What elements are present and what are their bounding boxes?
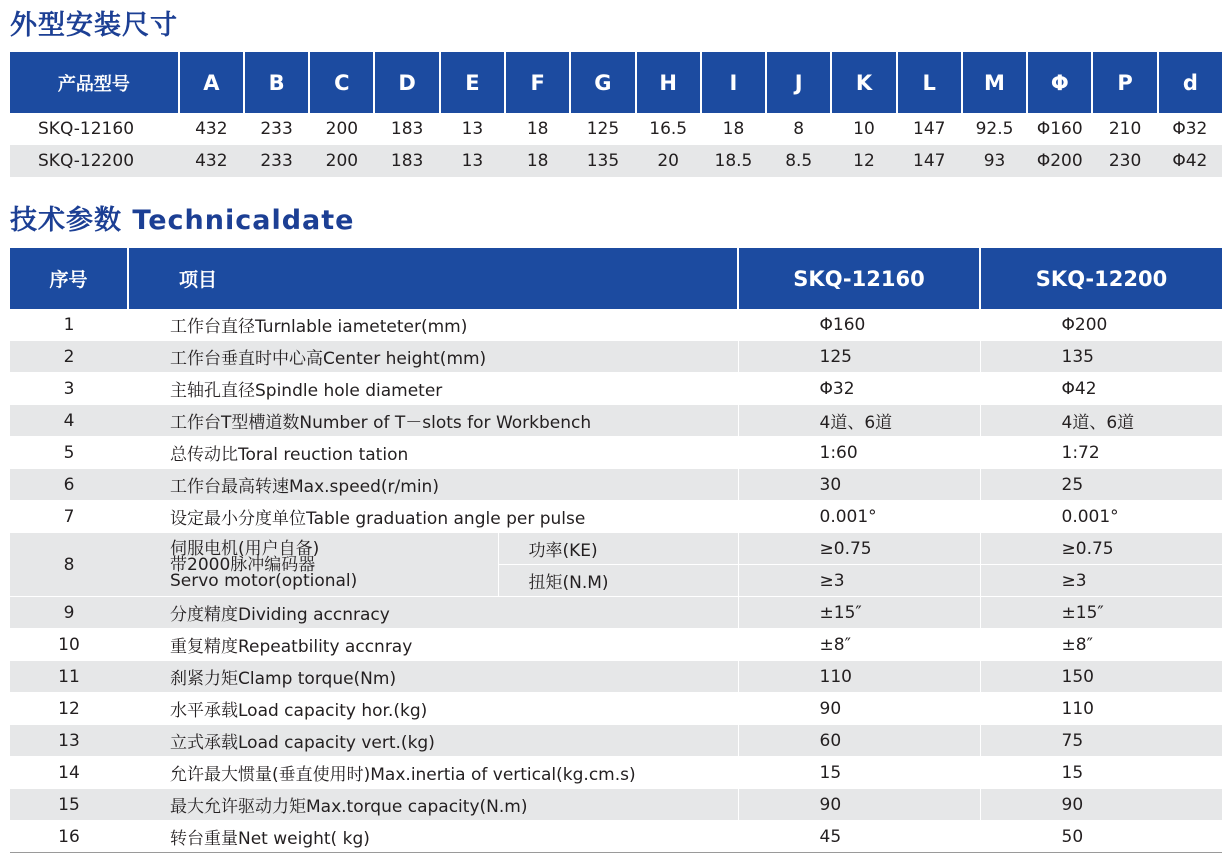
- cell: 18.5: [701, 145, 766, 177]
- header-d: D: [374, 52, 439, 113]
- row-number: 11: [10, 661, 128, 693]
- row-value-2: 75: [980, 725, 1222, 757]
- row-item: 分度精度Dividing accnracy: [128, 597, 738, 629]
- header-model1: SKQ-12160: [738, 248, 980, 309]
- row-number: 12: [10, 693, 128, 725]
- row-item: 主轴孔直径Spindle hole diameter: [128, 373, 738, 405]
- header-item: 项目: [128, 248, 738, 309]
- servo-row-power: [10, 533, 1222, 565]
- servo-line-3: Servo motor(optional): [170, 570, 358, 591]
- row-value-2: 15: [980, 757, 1222, 789]
- header-g: G: [570, 52, 635, 113]
- cell: 233: [244, 145, 309, 177]
- servo-torque-value-1: ≥3: [738, 565, 980, 597]
- table-row: [10, 469, 1222, 501]
- servo-power-label: 功率(KE): [498, 533, 738, 565]
- dimensions-header-row: [10, 52, 1222, 113]
- header-b: B: [244, 52, 309, 113]
- row-value-1: 45: [738, 821, 980, 853]
- row-value-1: 0.001°: [738, 501, 980, 533]
- row-item: 工作台直径Turnlable iameteter(mm): [128, 309, 738, 341]
- row-value-1: 1:60: [738, 437, 980, 469]
- row-value-2: ±15″: [980, 597, 1222, 629]
- table-row: [10, 821, 1222, 853]
- cell: 13: [440, 145, 505, 177]
- cell: 432: [179, 145, 244, 177]
- row-value-2: Φ42: [980, 373, 1222, 405]
- cell: 93: [962, 145, 1027, 177]
- table-row: [10, 693, 1222, 725]
- cell: 12: [831, 145, 896, 177]
- header-k: K: [831, 52, 896, 113]
- row-item: 刹紧力矩Clamp torque(Nm): [128, 661, 738, 693]
- row-number: 4: [10, 405, 128, 437]
- cell: Φ200: [1027, 145, 1092, 177]
- row-number: 2: [10, 341, 128, 373]
- table-row: [10, 437, 1222, 469]
- row-value-1: 60: [738, 725, 980, 757]
- row-item: 立式承载Load capacity vert.(kg): [128, 725, 738, 757]
- row-value-2: 110: [980, 693, 1222, 725]
- row-value-2: ±8″: [980, 629, 1222, 661]
- servo-line-1: 伺服电机(用户自备): [170, 538, 320, 559]
- row-item: 允许最大惯量(垂直使用时)Max.inertia of vertical(kg.cm.s): [128, 757, 738, 789]
- cell: 147: [897, 145, 962, 177]
- cell: Φ160: [1036, 119, 1083, 139]
- cell: SKQ-12160: [38, 119, 135, 139]
- table-row: [10, 341, 1222, 373]
- cell: 8.5: [766, 145, 831, 177]
- row-value-2: 1:72: [980, 437, 1222, 469]
- row-value-1: ±8″: [738, 629, 980, 661]
- cell: SKQ-12200: [10, 145, 179, 177]
- row-value-1: 4道、6道: [738, 405, 980, 437]
- cell: 210: [1108, 119, 1142, 139]
- row-number: 14: [10, 757, 128, 789]
- row-value-1: Φ160: [738, 309, 980, 341]
- row-number: 9: [10, 597, 128, 629]
- table-row: [10, 725, 1222, 757]
- header-c: C: [309, 52, 374, 113]
- header-model: 产品型号: [10, 52, 179, 113]
- row-value-2: 4道、6道: [980, 405, 1222, 437]
- row-number: 6: [10, 469, 128, 501]
- row-value-2: 150: [980, 661, 1222, 693]
- servo-line-2: 带2000脉冲编码器: [170, 554, 316, 575]
- cell: 10: [853, 119, 875, 139]
- row-value-1: 90: [738, 789, 980, 821]
- table-row: [10, 501, 1222, 533]
- cell: 92.5: [975, 119, 1014, 139]
- tech-header-row: [10, 248, 1222, 309]
- cell: 16.5: [649, 119, 688, 139]
- cell: 183: [374, 145, 439, 177]
- row-value-2: 90: [980, 789, 1222, 821]
- table-row: [10, 757, 1222, 789]
- row-item: 最大允许驱动力矩Max.torque capacity(N.m): [128, 789, 738, 821]
- header-no: 序号: [10, 248, 128, 309]
- header-l: L: [897, 52, 962, 113]
- row-value-2: 0.001°: [980, 501, 1222, 533]
- servo-power-value-2: ≥0.75: [980, 533, 1222, 565]
- servo-torque-label: 扭矩(N.M): [498, 565, 738, 597]
- cell: 230: [1092, 145, 1157, 177]
- row-number: 13: [10, 725, 128, 757]
- row-value-1: ±15″: [738, 597, 980, 629]
- table-row: [10, 597, 1222, 629]
- header-h: H: [636, 52, 701, 113]
- table-row: [10, 789, 1222, 821]
- cell: Φ32: [1172, 119, 1208, 139]
- row-number: 8: [10, 533, 128, 597]
- servo-torque-value-2: ≥3: [980, 565, 1222, 597]
- row-value-1: Φ32: [738, 373, 980, 405]
- row-number: 3: [10, 373, 128, 405]
- row-number: 7: [10, 501, 128, 533]
- table-row: [10, 405, 1222, 437]
- table-row: [10, 113, 1222, 145]
- cell: 200: [325, 119, 359, 139]
- row-value-1: 15: [738, 757, 980, 789]
- header-p: P: [1092, 52, 1157, 113]
- dimensions-title: 外型安装尺寸: [10, 10, 178, 41]
- header-d-small: d: [1158, 52, 1222, 113]
- tech-table: [10, 248, 1222, 853]
- dimensions-table: [10, 52, 1222, 177]
- table-row: [10, 145, 1222, 177]
- cell: 8: [793, 119, 805, 139]
- row-number: 10: [10, 629, 128, 661]
- row-item: 设定最小分度单位Table graduation angle per pulse: [128, 501, 738, 533]
- table-row: [10, 629, 1222, 661]
- row-item: 总传动比Toral reuction tation: [128, 437, 738, 469]
- header-i: I: [701, 52, 766, 113]
- cell: 183: [390, 119, 424, 139]
- header-f: F: [505, 52, 570, 113]
- header-model2: SKQ-12200: [980, 248, 1222, 309]
- cell: 432: [195, 119, 228, 139]
- cell: 233: [260, 119, 293, 139]
- header-j: J: [766, 52, 831, 113]
- tech-title: 技术参数 Technicaldate: [10, 205, 355, 236]
- row-value-2: 50: [980, 821, 1222, 853]
- row-item: 转台重量Net weight( kg): [128, 821, 738, 853]
- header-e: E: [440, 52, 505, 113]
- table-row: [10, 661, 1222, 693]
- table-row: [10, 373, 1222, 405]
- cell: 18: [505, 145, 570, 177]
- row-number: 16: [10, 821, 128, 853]
- row-item: 重复精度Repeatbility accnray: [128, 629, 738, 661]
- table-row: [10, 309, 1222, 341]
- cell: 18: [722, 119, 745, 139]
- row-item: 工作台最高转速Max.speed(r/min): [128, 469, 738, 501]
- row-number: 1: [10, 309, 128, 341]
- row-value-2: 135: [980, 341, 1222, 373]
- row-number: 5: [10, 437, 128, 469]
- row-item: 水平承载Load capacity hor.(kg): [128, 693, 738, 725]
- header-a: A: [179, 52, 244, 113]
- row-value-2: Φ200: [980, 309, 1222, 341]
- cell: 20: [636, 145, 701, 177]
- servo-power-value-1: ≥0.75: [738, 533, 980, 565]
- cell: Φ42: [1158, 145, 1222, 177]
- servo-description: [128, 533, 498, 597]
- row-value-1: 125: [738, 341, 980, 373]
- header-m: M: [962, 52, 1027, 113]
- cell: 147: [913, 119, 946, 139]
- row-number: 15: [10, 789, 128, 821]
- cell: 200: [309, 145, 374, 177]
- row-item: 工作台T型槽道数Number of T－slots for Workbench: [128, 405, 738, 437]
- cell: 125: [586, 119, 620, 139]
- header-phi: Φ: [1027, 52, 1092, 113]
- row-value-2: 25: [980, 469, 1222, 501]
- row-value-1: 110: [738, 661, 980, 693]
- row-value-1: 30: [738, 469, 980, 501]
- row-value-1: 90: [738, 693, 980, 725]
- cell: 135: [570, 145, 635, 177]
- row-item: 工作台垂直时中心高Center height(mm): [128, 341, 738, 373]
- cell: 18: [526, 119, 549, 139]
- cell: 13: [461, 119, 484, 139]
